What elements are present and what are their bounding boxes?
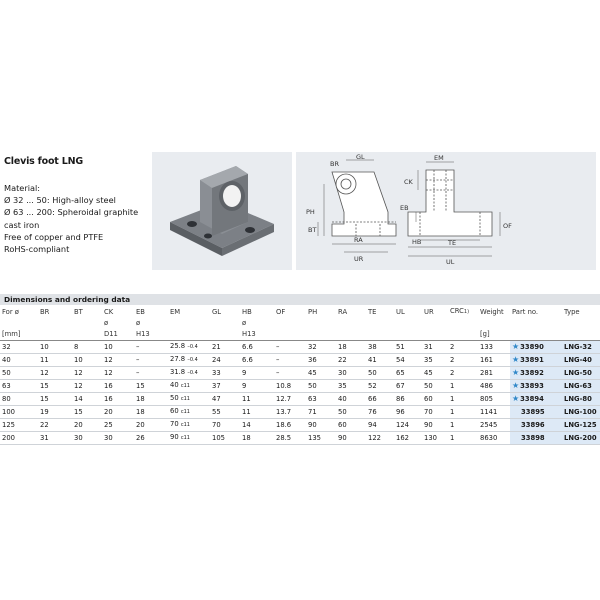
cell-of: – (274, 354, 306, 367)
header-row-2 (0, 318, 600, 329)
cell-weight: 805 (478, 393, 510, 406)
em-tolerance: –0.4 (187, 357, 198, 363)
cell-ph: 45 (306, 367, 336, 380)
header-cell (210, 318, 240, 329)
header-cell (510, 318, 562, 329)
header-cell (562, 318, 600, 329)
star-icon: ★ (512, 394, 520, 403)
cell-weight: 1141 (478, 406, 510, 419)
em-value: 27.8 (170, 355, 186, 363)
cell-gl: 33 (210, 367, 240, 380)
cell-ra: 60 (336, 419, 366, 432)
em-value: 31.8 (170, 368, 186, 376)
label-hb: HB (412, 238, 422, 246)
cell-crc: 1 (448, 432, 478, 445)
cell-type[interactable]: LNG-40 (562, 354, 600, 367)
cell-crc: 2 (448, 354, 478, 367)
table-row (0, 367, 600, 380)
header-cell (274, 318, 306, 329)
em-tolerance: c11 (180, 435, 190, 441)
cell-part[interactable] (510, 432, 562, 445)
star-icon: ★ (512, 381, 520, 390)
cell-ck: 12 (102, 354, 134, 367)
header-cell: TE (368, 307, 377, 316)
header-cell (38, 318, 72, 329)
part-number: 33893 (520, 382, 544, 390)
em-value: 70 (170, 420, 179, 428)
cell-d: 125 (0, 419, 38, 432)
cell-gl: 55 (210, 406, 240, 419)
cell-ck: 16 (102, 393, 134, 406)
header-cell (210, 329, 240, 341)
header-cell (336, 329, 366, 341)
header-cell-crc (448, 306, 478, 318)
cell-ck: 30 (102, 432, 134, 445)
header-cell: EB (136, 307, 145, 316)
cell-d: 40 (0, 354, 38, 367)
cell-type[interactable]: LNG-125 (562, 419, 600, 432)
header-cell: [g] (478, 329, 510, 341)
cell-ph: 50 (306, 380, 336, 393)
header-cell (0, 318, 38, 329)
cell-type[interactable]: LNG-80 (562, 393, 600, 406)
header-cell: ø (104, 319, 109, 327)
cell-part[interactable] (510, 367, 562, 380)
cell-te: 38 (366, 341, 394, 354)
cell-ph: 63 (306, 393, 336, 406)
cell-ph: 135 (306, 432, 336, 445)
cell-crc: 1 (448, 393, 478, 406)
cell-d: 63 (0, 380, 38, 393)
cell-te: 94 (366, 419, 394, 432)
header-cell (306, 329, 336, 341)
cell-hb: 11 (240, 406, 274, 419)
cell-ra: 35 (336, 380, 366, 393)
cell-ur: 130 (422, 432, 448, 445)
cell-hb: 14 (240, 419, 274, 432)
header-cell: Weight (480, 307, 504, 316)
cell-part[interactable] (510, 341, 562, 354)
em-tolerance: c11 (180, 383, 190, 389)
cell-hb: 6.6 (240, 354, 274, 367)
cell-em (168, 406, 210, 419)
cell-of: – (274, 367, 306, 380)
cell-ul: 65 (394, 367, 422, 380)
table-row (0, 341, 600, 354)
cell-part[interactable] (510, 406, 562, 419)
cell-br: 31 (38, 432, 72, 445)
header-cell: UR (424, 307, 434, 316)
cell-hb: 11 (240, 393, 274, 406)
cell-br: 12 (38, 367, 72, 380)
cell-gl: 21 (210, 341, 240, 354)
cell-part[interactable] (510, 393, 562, 406)
table-row (0, 406, 600, 419)
em-tolerance: –0.4 (187, 370, 198, 376)
header-cell: ø (136, 319, 141, 327)
part-number: 33898 (521, 433, 545, 442)
label-gl: GL (356, 153, 365, 161)
cell-bt: 12 (72, 367, 102, 380)
cell-ph: 32 (306, 341, 336, 354)
desc-line: Ø 63 ... 200: Spheroidal graphite cast iron (4, 207, 139, 230)
header-row-3 (0, 329, 600, 341)
cell-ur: 45 (422, 367, 448, 380)
header-cell (562, 329, 600, 341)
table-row (0, 419, 600, 432)
cell-hb: 6.6 (240, 341, 274, 354)
cell-of: 13.7 (274, 406, 306, 419)
cell-ul: 67 (394, 380, 422, 393)
cell-type[interactable]: LNG-63 (562, 380, 600, 393)
cell-ul: 162 (394, 432, 422, 445)
header-cell (366, 318, 394, 329)
cell-weight: 161 (478, 354, 510, 367)
part-number: 33896 (521, 420, 545, 429)
header-cell (422, 318, 448, 329)
cell-crc: 1 (448, 406, 478, 419)
part-number: 33892 (520, 369, 544, 377)
cell-gl: 47 (210, 393, 240, 406)
cell-ck: 12 (102, 367, 134, 380)
cell-type[interactable]: LNG-32 (562, 341, 600, 354)
cell-ph: 90 (306, 419, 336, 432)
header-cell (306, 318, 336, 329)
header-cell: OF (276, 307, 286, 316)
cell-ur: 31 (422, 341, 448, 354)
cell-of: 12.7 (274, 393, 306, 406)
cell-ra: 90 (336, 432, 366, 445)
cell-ur: 70 (422, 406, 448, 419)
header-cell: D11 (102, 329, 134, 341)
dimensions-table (0, 306, 600, 445)
label-ph: PH (306, 208, 315, 216)
header-cell: GL (212, 307, 222, 316)
cell-bt: 10 (72, 354, 102, 367)
header-cell (422, 329, 448, 341)
label-ra: RA (354, 236, 363, 244)
cell-d: 80 (0, 393, 38, 406)
technical-drawing (296, 152, 596, 270)
cell-d: 200 (0, 432, 38, 445)
cell-gl: 24 (210, 354, 240, 367)
cell-br: 22 (38, 419, 72, 432)
em-tolerance: –0.4 (187, 344, 198, 350)
label-bt: BT (308, 226, 317, 234)
header-cell: Part no. (512, 307, 539, 316)
header-cell (448, 329, 478, 341)
label-eb: EB (400, 204, 409, 212)
product-title: Clevis foot LNG (4, 156, 83, 167)
header-cell (38, 329, 72, 341)
cell-ck: 16 (102, 380, 134, 393)
cell-em (168, 393, 210, 406)
cell-crc: 2 (448, 341, 478, 354)
header-cell: BT (74, 307, 83, 316)
cell-ul: 86 (394, 393, 422, 406)
cell-of: – (274, 341, 306, 354)
header-cell (336, 318, 366, 329)
cell-eb: 18 (134, 393, 168, 406)
em-value: 90 (170, 433, 179, 441)
header-cell: BR (40, 307, 50, 316)
em-value: 60 (170, 407, 179, 415)
label-ur: UR (354, 255, 364, 263)
em-tolerance: c11 (180, 422, 190, 428)
header-cell (274, 329, 306, 341)
cell-ra: 40 (336, 393, 366, 406)
cell-d: 32 (0, 341, 38, 354)
cell-ck: 25 (102, 419, 134, 432)
label-ck: CK (404, 178, 413, 186)
cell-weight: 2545 (478, 419, 510, 432)
cell-bt: 15 (72, 406, 102, 419)
product-description (4, 182, 154, 255)
header-cell: H13 (134, 329, 168, 341)
cell-ph: 71 (306, 406, 336, 419)
em-tolerance: c11 (180, 409, 190, 415)
em-value: 40 (170, 381, 179, 389)
crc-label: CRC (450, 307, 464, 315)
table-row (0, 354, 600, 367)
star-icon: ★ (512, 368, 520, 377)
cell-br: 15 (38, 380, 72, 393)
header-cell (478, 318, 510, 329)
cell-gl: 37 (210, 380, 240, 393)
cell-te: 76 (366, 406, 394, 419)
cell-ra: 30 (336, 367, 366, 380)
table-row (0, 432, 600, 445)
cell-ul: 124 (394, 419, 422, 432)
cell-hb: 9 (240, 380, 274, 393)
cell-ck: 20 (102, 406, 134, 419)
cell-te: 52 (366, 380, 394, 393)
header-cell (366, 329, 394, 341)
cell-type[interactable]: LNG-100 (562, 406, 600, 419)
em-tolerance: c11 (180, 396, 190, 402)
cell-bt: 8 (72, 341, 102, 354)
cell-part[interactable] (510, 380, 562, 393)
header-row (0, 306, 600, 318)
header-cell (72, 329, 102, 341)
desc-line: RoHS-compliant (4, 244, 70, 255)
header-cell: HB (242, 307, 252, 316)
cell-eb: 20 (134, 419, 168, 432)
header-cell: RA (338, 307, 348, 316)
cell-bt: 14 (72, 393, 102, 406)
header-cell (448, 318, 478, 329)
cell-ul: 54 (394, 354, 422, 367)
table-row (0, 380, 600, 393)
cell-te: 50 (366, 367, 394, 380)
cell-part[interactable] (510, 354, 562, 367)
header-cell: [mm] (0, 329, 38, 341)
cell-hb: 9 (240, 367, 274, 380)
table-row (0, 393, 600, 406)
header-cell (72, 318, 102, 329)
cell-crc: 1 (448, 380, 478, 393)
header-cell: For ø (2, 307, 19, 316)
part-number: 33891 (520, 356, 544, 364)
cell-weight: 486 (478, 380, 510, 393)
cell-te: 122 (366, 432, 394, 445)
part-number: 33890 (520, 343, 544, 351)
cell-d: 50 (0, 367, 38, 380)
label-em: EM (434, 154, 444, 162)
header-cell: H13 (240, 329, 274, 341)
cell-part[interactable] (510, 419, 562, 432)
header-cell: UL (396, 307, 405, 316)
cell-em (168, 341, 210, 354)
cell-eb: 18 (134, 406, 168, 419)
cell-type[interactable]: LNG-50 (562, 367, 600, 380)
cell-eb: – (134, 341, 168, 354)
cell-weight: 133 (478, 341, 510, 354)
cell-weight: 281 (478, 367, 510, 380)
product-photo (152, 152, 292, 270)
clevis-foot-image (152, 152, 292, 270)
header-cell: Type (564, 307, 580, 316)
cell-eb: 15 (134, 380, 168, 393)
cell-hb: 18 (240, 432, 274, 445)
cell-eb: – (134, 367, 168, 380)
header-cell: PH (308, 307, 318, 316)
cell-ur: 50 (422, 380, 448, 393)
cell-ur: 90 (422, 419, 448, 432)
cell-weight: 8630 (478, 432, 510, 445)
header-cell (394, 318, 422, 329)
cell-ck: 10 (102, 341, 134, 354)
cell-br: 19 (38, 406, 72, 419)
desc-line: Material: (4, 183, 41, 193)
cell-gl: 70 (210, 419, 240, 432)
header-cell: ø (242, 319, 247, 327)
cell-ul: 96 (394, 406, 422, 419)
cell-em (168, 419, 210, 432)
header-cell (510, 329, 562, 341)
label-of: OF (503, 222, 512, 230)
cell-ur: 60 (422, 393, 448, 406)
part-number: 33895 (521, 407, 545, 416)
cell-ra: 50 (336, 406, 366, 419)
cell-te: 66 (366, 393, 394, 406)
cell-type[interactable]: LNG-200 (562, 432, 600, 445)
cell-of: 18.6 (274, 419, 306, 432)
cell-crc: 2 (448, 367, 478, 380)
cell-ur: 35 (422, 354, 448, 367)
cell-gl: 105 (210, 432, 240, 445)
label-br: BR (330, 160, 339, 168)
cell-em (168, 380, 210, 393)
cell-of: 28.5 (274, 432, 306, 445)
cell-eb: – (134, 354, 168, 367)
cell-em (168, 432, 210, 445)
header-cell: CK (104, 307, 114, 316)
crc-footnote: 1) (463, 309, 470, 315)
cell-bt: 12 (72, 380, 102, 393)
cell-d: 100 (0, 406, 38, 419)
cell-em (168, 367, 210, 380)
cell-br: 10 (38, 341, 72, 354)
cell-br: 15 (38, 393, 72, 406)
desc-line: Ø 32 ... 50: High-alloy steel (4, 195, 116, 206)
cell-bt: 20 (72, 419, 102, 432)
label-ul: UL (446, 258, 455, 266)
cell-ra: 18 (336, 341, 366, 354)
cell-ph: 36 (306, 354, 336, 367)
header-cell (168, 329, 210, 341)
header-cell (394, 329, 422, 341)
star-icon: ★ (512, 355, 520, 364)
cell-eb: 26 (134, 432, 168, 445)
table-title: Dimensions and ordering data (0, 294, 600, 305)
dimension-drawing (296, 152, 596, 270)
header-cell (168, 318, 210, 329)
cell-crc: 1 (448, 419, 478, 432)
cell-ul: 51 (394, 341, 422, 354)
part-number: 33894 (520, 395, 544, 403)
header-cell: EM (170, 307, 181, 316)
cell-of: 10.8 (274, 380, 306, 393)
label-te: TE (448, 239, 457, 247)
star-icon: ★ (512, 342, 520, 351)
em-value: 50 (170, 394, 179, 402)
cell-bt: 30 (72, 432, 102, 445)
em-value: 25.8 (170, 342, 186, 350)
cell-em (168, 354, 210, 367)
cell-te: 41 (366, 354, 394, 367)
desc-line: Free of copper and PTFE (4, 231, 104, 242)
cell-ra: 22 (336, 354, 366, 367)
cell-br: 11 (38, 354, 72, 367)
